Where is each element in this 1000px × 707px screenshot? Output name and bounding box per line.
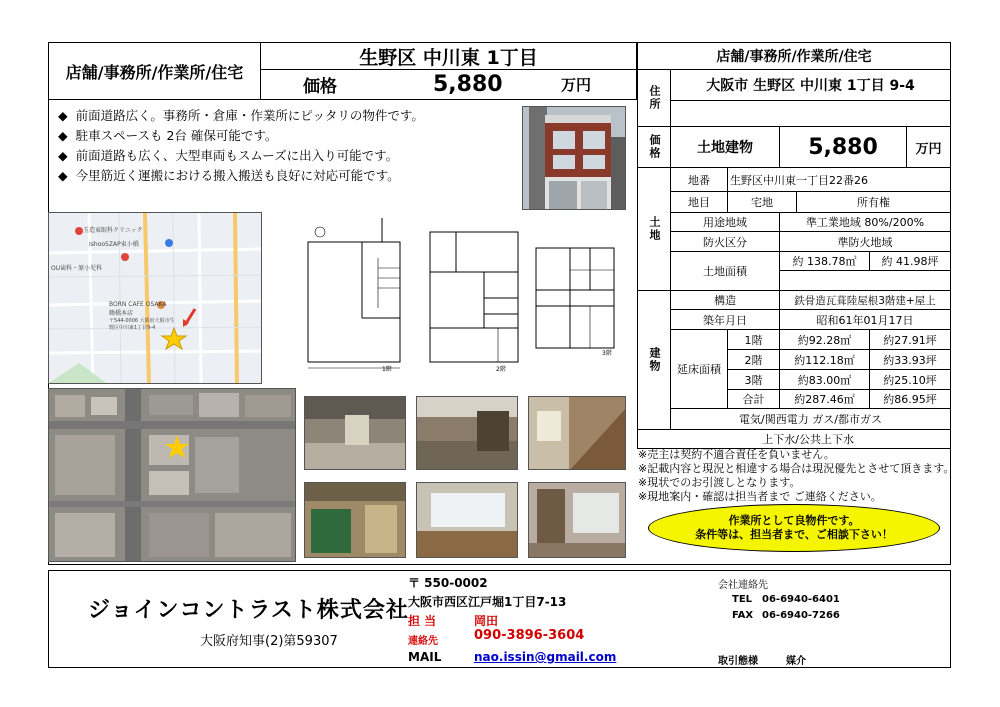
floor-row-tsubo: 約33.93坪 xyxy=(869,349,951,370)
area-label: 土地面積 xyxy=(670,251,780,291)
lot-value: 生野区中川東一丁目22番26 xyxy=(727,167,951,192)
interior-photo-1 xyxy=(304,396,406,470)
floor-row-label: 3階 xyxy=(727,369,780,390)
address-label: 住所 xyxy=(637,69,671,127)
mail-link[interactable]: nao.issin@gmail.com xyxy=(474,650,617,664)
zoning-label: 用途地域 xyxy=(670,212,780,232)
category-value: 宅地 xyxy=(727,191,797,213)
building-label: 建物 xyxy=(637,290,671,430)
price-value-right: 5,880 xyxy=(779,126,907,168)
floorplan-3f xyxy=(530,244,620,358)
area-blank xyxy=(779,270,951,291)
price-row xyxy=(260,69,637,100)
floor-row-m2: 約92.28㎡ xyxy=(779,329,870,350)
ownership: 所有権 xyxy=(796,191,951,213)
built-label: 築年月日 xyxy=(670,309,780,330)
postal-code: 〒 550-0002 xyxy=(408,576,488,590)
floorplan-2f xyxy=(420,228,530,374)
contact-phone: 090-3896-3604 xyxy=(474,628,585,643)
floorplan-1f xyxy=(298,218,408,374)
deal-label: 取引態様 xyxy=(718,656,758,667)
zoning-value: 準工業地域 80%/200% xyxy=(779,212,951,232)
map-label: 〒544-0006 大阪府大阪市生野区中川東1丁目9-4 xyxy=(109,318,175,331)
floor-row-label: 2階 xyxy=(727,349,780,370)
office-address: 大阪市西区江戸堀1丁目7-13 xyxy=(408,595,567,609)
contact-label: 連絡先 xyxy=(408,636,438,647)
note-line: ※現地案内・確認は担当者まで ご連絡ください。 xyxy=(638,490,882,503)
tel-value: 06-6940-6401 xyxy=(762,594,840,605)
map-label: BORN CAFE OSAKA 鶴橋本店 xyxy=(109,301,167,317)
price-value: 5,880 xyxy=(433,72,503,97)
floor-row-label: 1階 xyxy=(727,329,780,350)
floor-row-tsubo: 約25.10坪 xyxy=(869,369,951,390)
address-value: 大阪市 生野区 中川東 1丁目 9-4 xyxy=(670,69,951,101)
area-tsubo: 約 41.98坪 xyxy=(869,251,951,271)
interior-photo-5 xyxy=(416,482,518,558)
fax-value: 06-6940-7266 xyxy=(762,610,840,621)
price-unit-right: 万円 xyxy=(906,126,951,168)
structure-label: 構造 xyxy=(670,290,780,310)
feature-item: ◆ 今里筋近く運搬における搬入搬送も良好に対応可能です。 xyxy=(58,166,424,186)
interior-photo-6 xyxy=(528,482,626,558)
built-value: 昭和61年01月17日 xyxy=(779,309,951,330)
note-line: ※現状でのお引渡しとなります。 xyxy=(638,476,801,489)
note-line: ※売主は契約不適合責任を負いません。 xyxy=(638,448,835,461)
lot-label: 地番 xyxy=(670,167,728,192)
floorplan-3f-label: 3階 xyxy=(602,350,612,357)
floorplan-1f-label: 1階 xyxy=(382,366,392,373)
address-blank xyxy=(670,100,951,127)
callout-line: 作業所として良物件です。 xyxy=(728,514,860,527)
interior-photo-3 xyxy=(528,396,626,470)
price-unit: 万円 xyxy=(561,76,592,94)
category-right: 店舗/事務所/作業所/住宅 xyxy=(637,42,951,70)
price-type: 土地建物 xyxy=(670,126,780,168)
floorplan-2f-label: 2階 xyxy=(496,366,506,373)
land-label: 土地 xyxy=(637,167,671,291)
floor-row-m2: 約287.46㎡ xyxy=(779,389,870,409)
tel-label: TEL xyxy=(732,594,753,605)
water: 上下水/公共上下水 xyxy=(637,429,951,449)
floor-row-label: 合計 xyxy=(727,389,780,409)
floor-area-label: 延床面積 xyxy=(670,329,728,409)
feature-item: ◆ 前面道路広く。事務所・倉庫・作業所にピッタリの物件です。 xyxy=(58,106,424,126)
map-label: OU歯科・原小児科 xyxy=(51,265,103,272)
map-label: 玉造東眼科クリニック xyxy=(83,227,143,234)
company-name: ジョインコントラスト株式会社 xyxy=(88,598,409,623)
structure-value: 鉄骨造瓦葺陸屋根3階建+屋上 xyxy=(779,290,951,310)
fire-label: 防火区分 xyxy=(670,231,780,252)
building-exterior-photo xyxy=(522,106,626,210)
floor-row-m2: 約112.18㎡ xyxy=(779,349,870,370)
interior-photo-2 xyxy=(416,396,518,470)
price-label: 価格 xyxy=(303,77,337,97)
feature-list xyxy=(58,106,424,186)
staff-label: 担 当 xyxy=(408,614,437,628)
area-m2: 約 138.78㎡ xyxy=(779,251,870,271)
mail-label: MAIL xyxy=(408,650,442,664)
feature-item: ◆ 前面道路も広く、大型車両もスムーズに出入り可能です。 xyxy=(58,146,424,166)
floor-row-tsubo: 約86.95坪 xyxy=(869,389,951,409)
category-left: 店舗/事務所/作業所/住宅 xyxy=(48,42,261,100)
utilities: 電気/関西電力 ガス/都市ガス xyxy=(670,408,951,430)
location-map xyxy=(48,212,262,384)
aerial-photo xyxy=(48,388,296,562)
interior-photo-4 xyxy=(304,482,406,558)
fax-label: FAX xyxy=(732,610,754,621)
staff-name: 岡田 xyxy=(474,614,499,628)
location-title: 生野区 中川東 1丁目 xyxy=(260,42,637,70)
callout-line: 条件等は、担当者まで、ご相談下さい！ xyxy=(695,528,893,541)
company-contact-label: 会社連絡先 xyxy=(718,580,768,591)
callout-bubble xyxy=(648,504,940,552)
price-label-right: 価格 xyxy=(637,126,671,168)
map-label: Ishoo5ZAP東小橋 xyxy=(89,241,139,248)
license-number: 大阪府知事(2)第59307 xyxy=(200,634,338,649)
floor-row-tsubo: 約27.91坪 xyxy=(869,329,951,350)
note-line: ※記載内容と現況と相違する場合は現況優先とさせて頂きます。 xyxy=(638,462,955,475)
floor-row-m2: 約83.00㎡ xyxy=(779,369,870,390)
deal-value: 媒介 xyxy=(786,656,806,667)
category-label: 地目 xyxy=(670,191,728,213)
fire-value: 準防火地域 xyxy=(779,231,951,252)
feature-item: ◆ 駐車スペースも 2台 確保可能です。 xyxy=(58,126,424,146)
